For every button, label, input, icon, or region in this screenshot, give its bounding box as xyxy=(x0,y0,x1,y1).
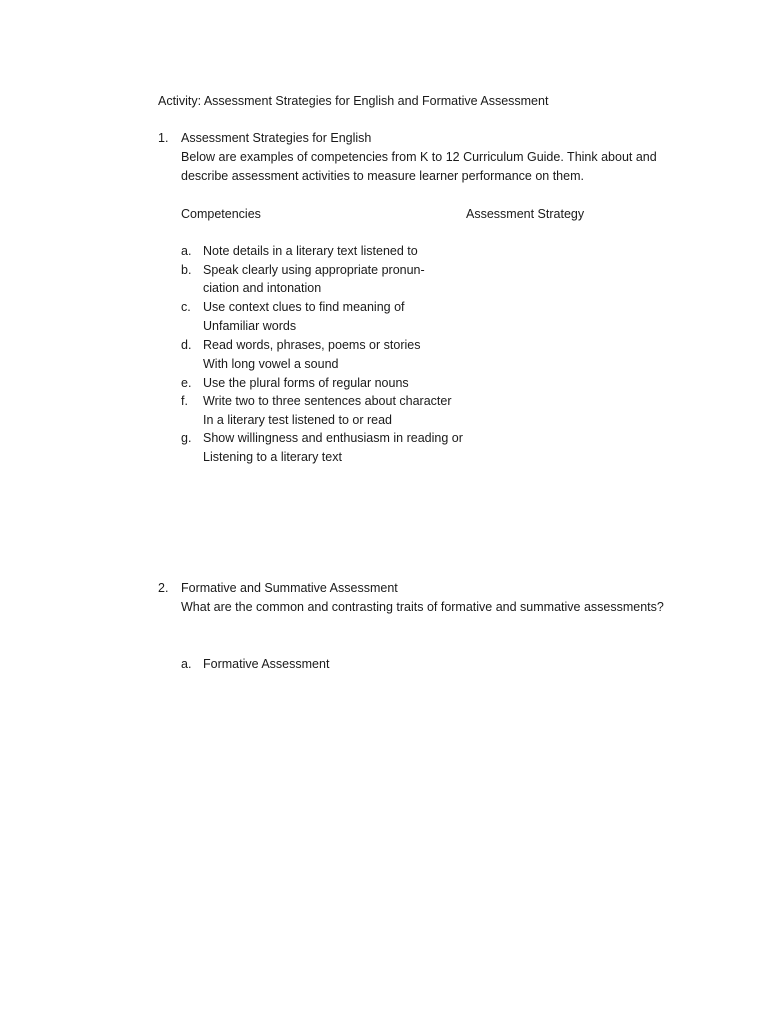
competency-c-line-1: Use context clues to find meaning of xyxy=(203,300,405,314)
activity-title: Activity: Assessment Strategies for English and Formative Assessment xyxy=(158,94,549,108)
competency-f-line-1: Write two to three sentences about character xyxy=(203,394,452,408)
competency-letter-c: c. xyxy=(181,300,191,314)
section-1-heading: Assessment Strategies for English xyxy=(181,131,372,145)
competency-letter-b: b. xyxy=(181,263,192,277)
competency-letter-d: d. xyxy=(181,338,192,352)
section-1-instructions-line-1: Below are examples of competencies from K to 12 Curriculum Guide. Think about and xyxy=(181,150,657,164)
competencies-column-header: Competencies xyxy=(181,207,261,221)
section-1-instructions-line-2: describe assessment activities to measure learner performance on them. xyxy=(181,169,584,183)
assessment-strategy-column-header: Assessment Strategy xyxy=(466,207,585,221)
competency-d-line-1: Read words, phrases, poems or stories xyxy=(203,338,421,352)
competency-letter-f: f. xyxy=(181,394,188,408)
competency-b-line-2: ciation and intonation xyxy=(203,281,322,295)
competency-g-line-1: Show willingness and enthusiasm in reading or xyxy=(203,431,463,445)
section-2-question: What are the common and contrasting traits of formative and summative assessments? xyxy=(181,600,664,614)
competency-g-line-2: Listening to a literary text xyxy=(203,450,342,464)
competency-b-line-1: Speak clearly using appropriate pronun- xyxy=(203,263,425,277)
competency-a-line-1: Note details in a literary text listened to xyxy=(203,244,418,258)
competency-letter-e: e. xyxy=(181,376,192,390)
competency-letter-a: a. xyxy=(181,244,192,258)
section-2-heading: Formative and Summative Assessment xyxy=(181,581,398,595)
competency-c-line-2: Unfamiliar words xyxy=(203,319,297,333)
competency-f-line-2: In a literary test listened to or read xyxy=(203,413,392,427)
competency-d-line-2: With long vowel a sound xyxy=(203,357,339,371)
competency-e-line-1: Use the plural forms of regular nouns xyxy=(203,376,409,390)
section-1-number: 1. xyxy=(158,131,169,145)
section-2-sub-letter-a: a. xyxy=(181,657,192,671)
section-2-number: 2. xyxy=(158,581,169,595)
competency-letter-g: g. xyxy=(181,431,192,445)
formative-assessment-heading: Formative Assessment xyxy=(203,657,330,671)
